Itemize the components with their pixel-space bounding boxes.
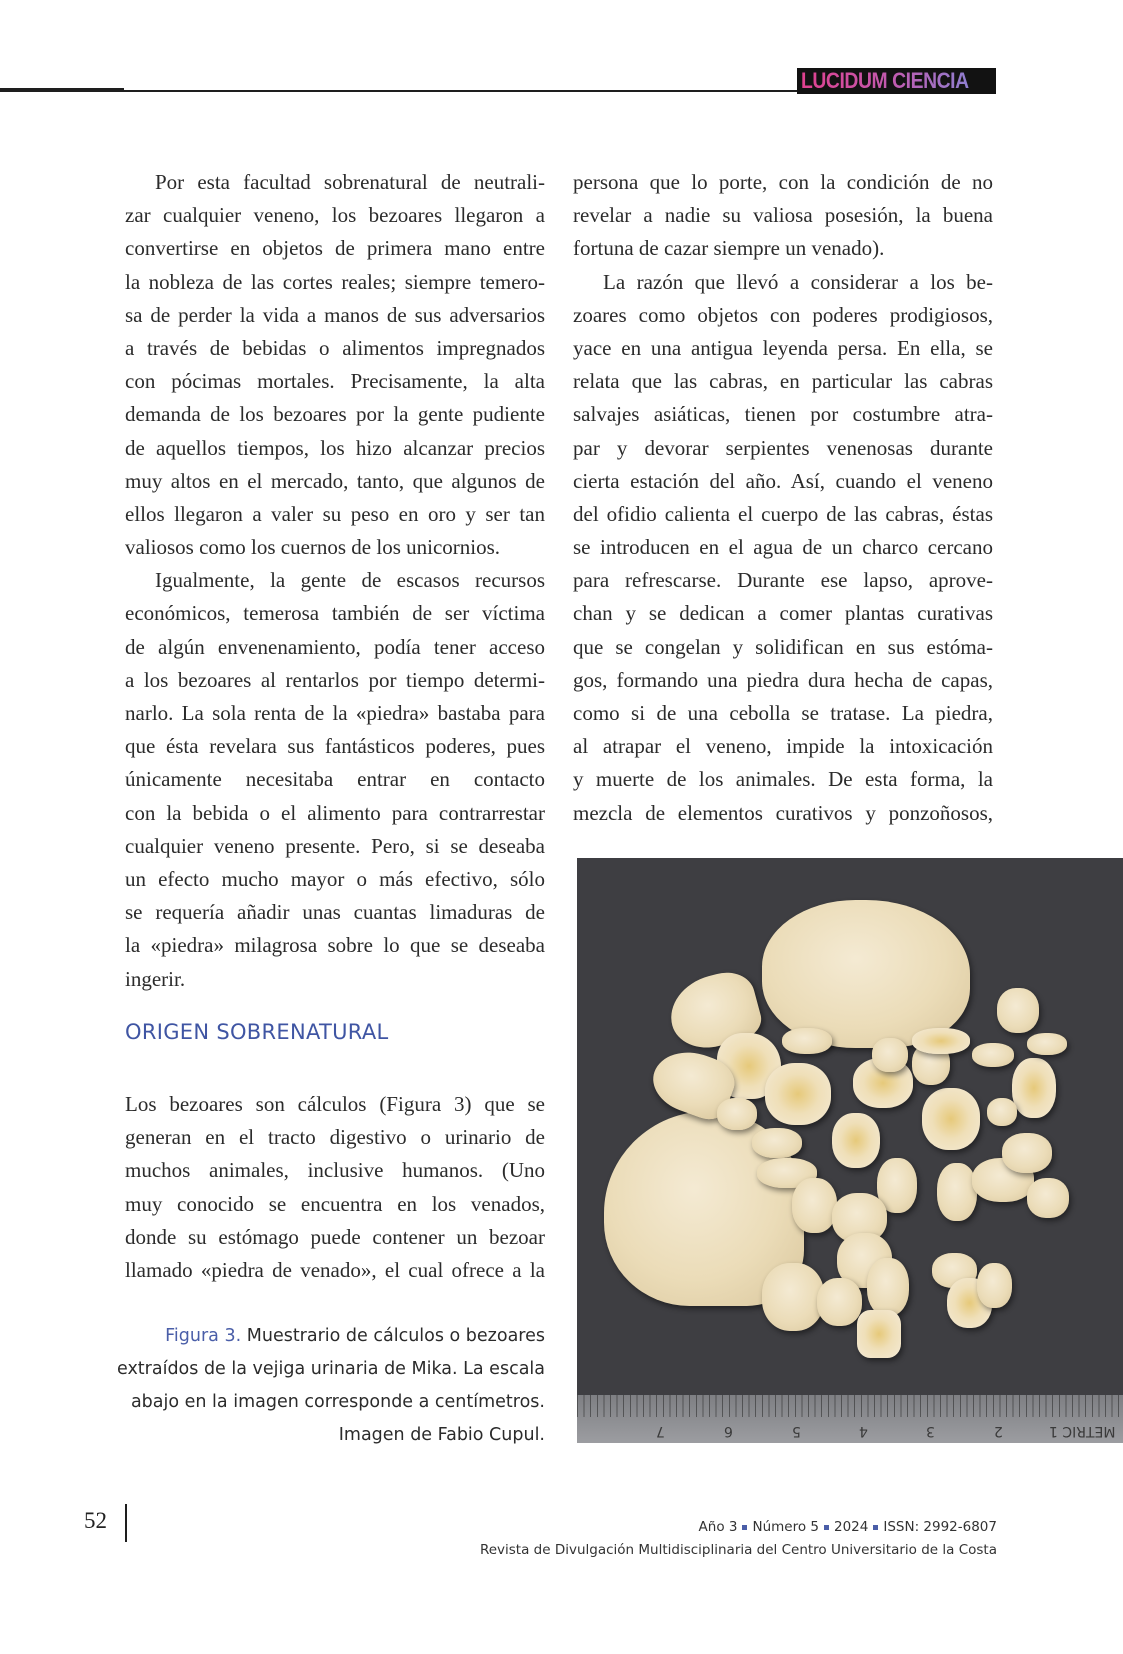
- text-line: ellos llegaron a valer su peso en oro y ser tan: [125, 501, 545, 526]
- text-line: par y devorar serpientes venenosas durante: [573, 435, 993, 460]
- text-line: relata que las cabras, en particular las cabras: [573, 369, 993, 394]
- right-column-body: [573, 166, 993, 830]
- ruler-label: 3: [926, 1423, 935, 1439]
- text-line: valiosos como los cuernos de los unicornios.: [125, 535, 501, 560]
- stone: [987, 1098, 1017, 1126]
- text-line: mezcla de elementos curativos y ponzoñosos,: [573, 800, 993, 825]
- text-line: y muerte de los animales. De esta forma, la: [573, 767, 993, 792]
- ruler-label: METRIC 1: [1048, 1423, 1115, 1439]
- stone: [1027, 1178, 1069, 1218]
- text-line: donde su estómago puede contener un bezoar: [125, 1224, 545, 1249]
- text-line: a través de bebidas o alimentos impregnados: [125, 335, 545, 360]
- text-line: persona que lo porte, con la condición de no: [573, 170, 993, 194]
- text-line: se requería añadir unas cuantas limaduras de: [125, 900, 545, 925]
- text-line: yace en una antigua leyenda persa. En ella, se: [573, 335, 993, 360]
- text-line: revelar a nadie su valiosa posesión, la buena: [573, 203, 993, 228]
- caption-line-4: Imagen de Fabio Cupul.: [338, 1425, 545, 1445]
- ruler-label: 7: [656, 1423, 665, 1439]
- text-line: Igualmente, la gente de escasos recursos: [155, 568, 545, 593]
- text-line: sa de perder la vida a manos de sus adversarios: [125, 302, 545, 327]
- metric-ruler: [577, 1395, 1123, 1443]
- ruler-label: 4: [859, 1423, 868, 1439]
- stone: [782, 1028, 832, 1054]
- text-line: con pócimas mortales. Precisamente, la alta: [125, 369, 545, 394]
- bullet-square-icon: [742, 1525, 747, 1530]
- stone: [977, 1263, 1012, 1308]
- text-line: de algún envenenamiento, podía tener acceso: [125, 634, 545, 659]
- text-line: fortuna de cazar siempre un venado).: [573, 236, 885, 261]
- publication-year: 2024: [833, 1519, 869, 1535]
- stone: [912, 1028, 970, 1054]
- text-line: ingerir.: [125, 966, 186, 991]
- text-line: llamado «piedra de venado», el cual ofrece a la: [125, 1257, 545, 1282]
- stone: [1002, 1133, 1052, 1173]
- stone: [792, 1178, 837, 1233]
- text-line: que ésta revelara sus fantásticos poderes, pues: [125, 734, 545, 759]
- text-line: un efecto mucho mayor o más efectivo, sólo: [125, 866, 545, 891]
- stone: [832, 1113, 880, 1168]
- stone: [717, 1098, 757, 1130]
- stone: [857, 1310, 901, 1358]
- text-line: que se congelan y solidifican en sus estóma-: [573, 634, 993, 659]
- text-line: se introducen en el agua de un charco cercano: [573, 535, 993, 560]
- text-line: convertirse en objetos de primera mano entre: [125, 236, 545, 261]
- stone: [1027, 1033, 1067, 1055]
- header-rule-thick: [0, 88, 124, 92]
- stone: [762, 1263, 824, 1331]
- journal-name: Revista de Divulgación Multidisciplinaria del Centro Universitario de la Costa: [479, 1542, 997, 1558]
- issue-info: [480, 1516, 997, 1539]
- large-stone-top: [762, 900, 970, 1048]
- caption-text: Muestrario de cálculos o bezoares: [246, 1326, 545, 1346]
- text-line: cierta estación del año. Así, cuando el veneno: [573, 468, 993, 493]
- brand-logo: [797, 68, 996, 94]
- brand-text: LUCIDUM CIENCIA: [801, 68, 969, 93]
- ruler-label: 2: [994, 1423, 1003, 1439]
- text-line: muchos animales, inclusive humanos. (Uno: [125, 1158, 545, 1183]
- section-body: [125, 1088, 545, 1287]
- text-line: salvajes asiáticas, tienen por costumbre atra-: [573, 402, 993, 427]
- stone: [817, 1278, 862, 1326]
- left-column-body: [125, 166, 545, 996]
- text-line: económicos, temerosa también de ser víctima: [125, 601, 545, 626]
- text-line: muy altos en el mercado, tanto, que algunos de: [125, 468, 545, 493]
- section-heading: ORIGEN SOBRENATURAL: [125, 1020, 389, 1044]
- text-line: Los bezoares son cálculos (Figura 3) que se: [125, 1092, 545, 1116]
- text-line: del ofidio calienta el cuerpo de las cabras, éstas: [573, 501, 993, 526]
- stone: [972, 1043, 1014, 1067]
- page-number-divider: [125, 1504, 127, 1542]
- bezoar-photo: [577, 858, 1123, 1443]
- stone: [765, 1063, 831, 1125]
- text-line: al atrapar el veneno, impide la intoxicación: [573, 734, 993, 759]
- stone: [997, 988, 1039, 1033]
- figure-label: Figura 3.: [165, 1326, 242, 1346]
- caption-line-3: abajo en la imagen corresponde a centímetros.: [130, 1392, 545, 1412]
- bullet-square-icon: [873, 1525, 878, 1530]
- stone: [872, 1038, 908, 1072]
- figure-caption: [115, 1320, 545, 1452]
- text-line: La razón que llevó a considerar a los be-: [603, 269, 993, 294]
- text-line: únicamente necesitaba entrar en contacto: [125, 767, 545, 792]
- caption-line-2: extraídos de la vejiga urinaria de Mika. La escala: [116, 1359, 545, 1379]
- ruler-label: 5: [792, 1423, 801, 1439]
- footer-info: [480, 1516, 997, 1562]
- stone: [752, 1128, 802, 1158]
- text-line: a los bezoares al rentarlos por tiempo determi-: [125, 667, 545, 692]
- text-line: generan en el tracto digestivo o urinario de: [125, 1125, 545, 1150]
- text-line: gos, formando una piedra dura hecha de capas,: [573, 667, 993, 692]
- stone: [1012, 1058, 1056, 1118]
- text-line: Por esta facultad sobrenatural de neutrali-: [155, 170, 545, 194]
- text-line: para refrescarse. Durante ese lapso, aprove-: [573, 568, 993, 593]
- stone: [867, 1258, 909, 1316]
- stone: [937, 1163, 977, 1221]
- text-line: como si de una cebolla se tratase. La piedra,: [573, 701, 993, 725]
- issue-number: Número 5: [752, 1519, 819, 1535]
- text-line: demanda de los bezoares por la gente pudiente: [125, 402, 545, 427]
- stone: [922, 1088, 980, 1150]
- text-line: narlo. La sola renta de la «piedra» bastaba para: [125, 701, 545, 725]
- ruler-label: 6: [724, 1423, 733, 1439]
- page-number: 52: [84, 1508, 107, 1533]
- text-line: la «piedra» milagrosa sobre lo que se deseaba: [125, 933, 545, 958]
- caption-line-1: [115, 1320, 545, 1353]
- header-rule: [124, 90, 804, 92]
- text-line: de aquellos tiempos, los hizo alcanzar precios: [125, 435, 545, 460]
- text-line: con la bebida o el alimento para contrarrestar: [125, 800, 545, 825]
- text-line: chan y se dedican a comer plantas curativas: [573, 601, 993, 626]
- text-line: muy conocido se encuentra en los venados,: [125, 1191, 545, 1216]
- text-line: zoares como objetos con poderes prodigiosos,: [573, 302, 993, 327]
- text-line: cualquier veneno presente. Pero, si se deseaba: [125, 833, 545, 858]
- bullet-square-icon: [824, 1525, 829, 1530]
- issn: ISSN: 2992-6807: [883, 1519, 997, 1535]
- year: Año 3: [698, 1519, 738, 1535]
- text-line: la nobleza de las cortes reales; siempre temero-: [125, 269, 545, 294]
- text-line: zar cualquier veneno, los bezoares llegaron a: [125, 203, 545, 228]
